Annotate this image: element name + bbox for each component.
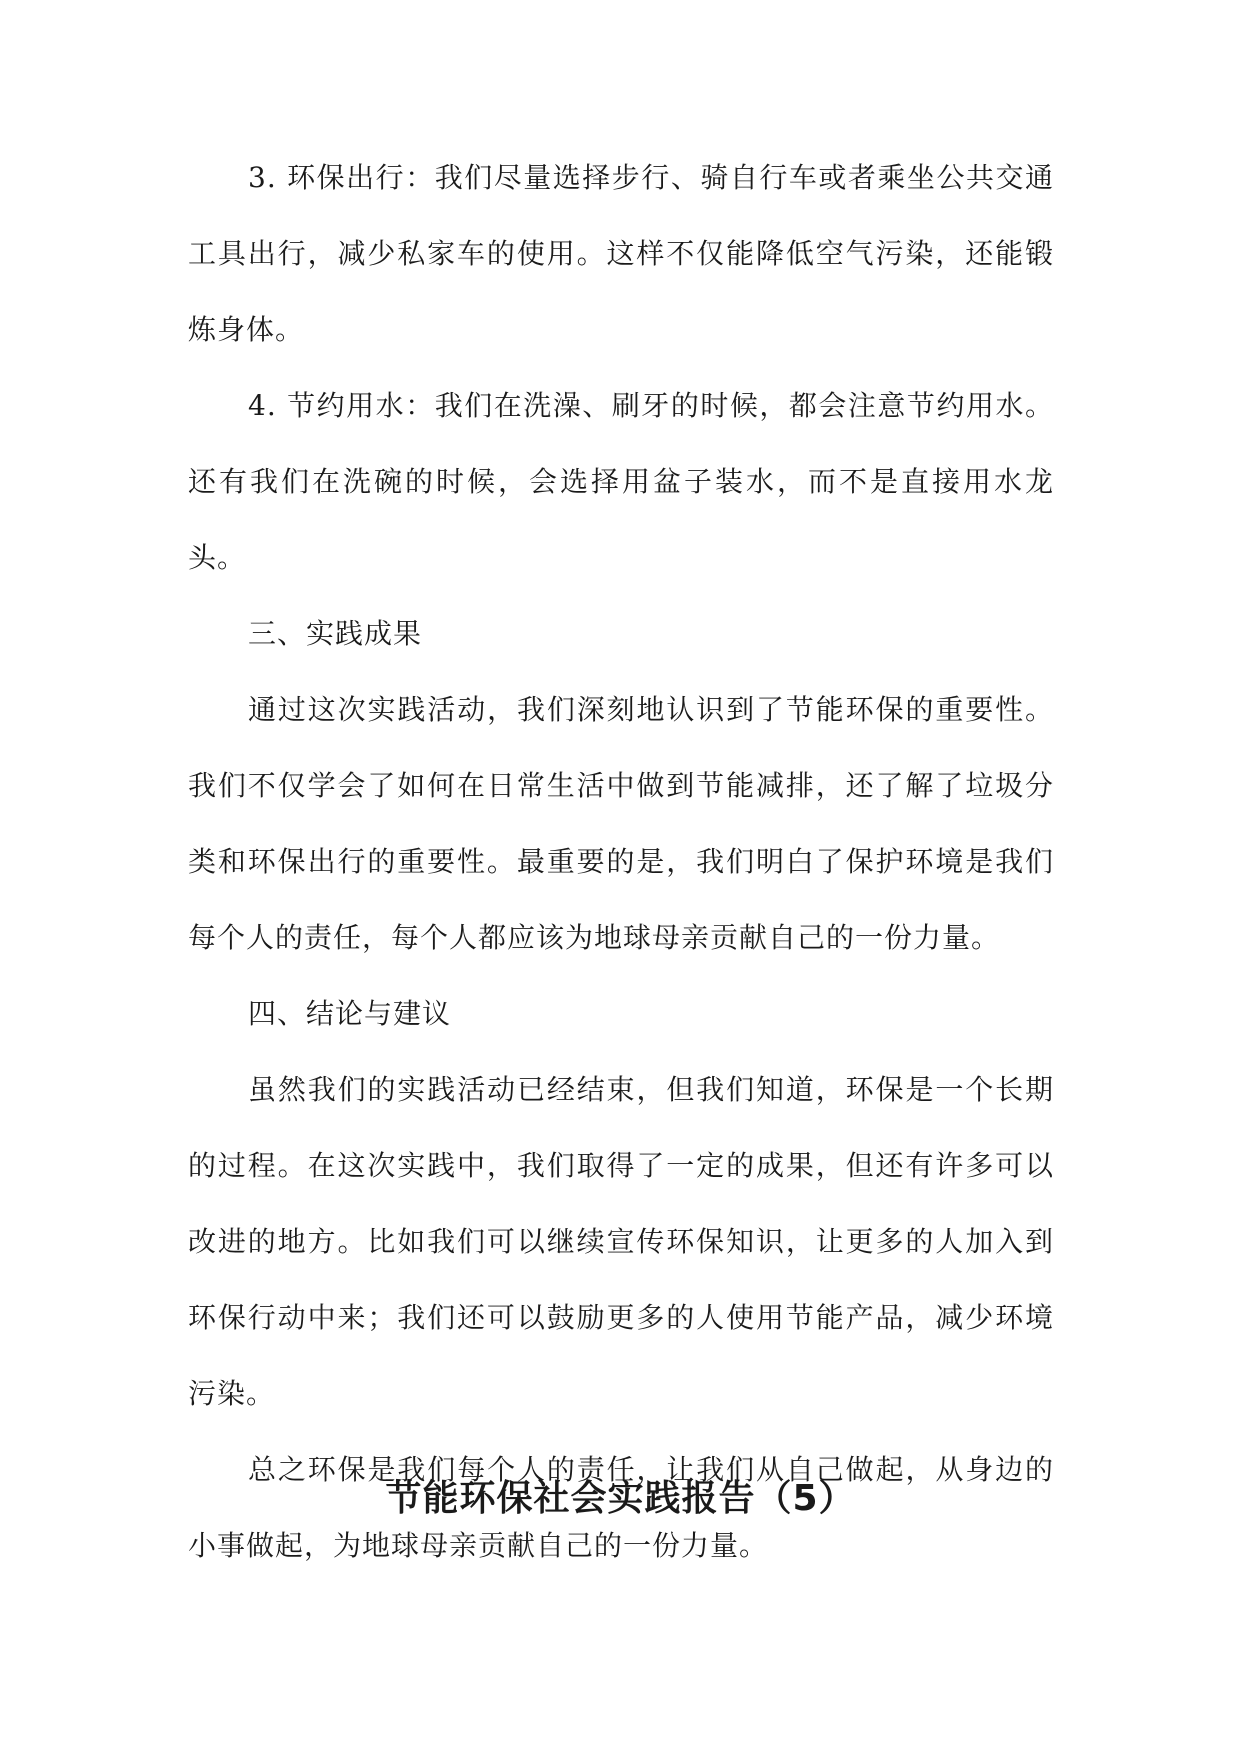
paragraph-summary: 总之环保是我们每个人的责任，让我们从自己做起，从身边的小事做起，为地球母亲贡献自己的一份力量。 bbox=[188, 1453, 1054, 1562]
next-report-title: 节能环保社会实践报告（5） bbox=[385, 1478, 856, 1519]
paragraph-conclusion: 虽然我们的实践活动已经结束，但我们知道，环保是一个长期的过程。在这次实践中，我们取得了一定的成果，但还有许多可以改进的地方。比如我们可以继续宣传环保知识，让更多的人加入到环保行动中来；我们还可以鼓励更多的人使用节能产品，减少环境污染。 bbox=[188, 1073, 1054, 1410]
section-heading-results: 三、实践成果 bbox=[248, 617, 423, 650]
paragraph-save-water: 4. 节约用水：我们在洗澡、刷牙的时候，都会注意节约用水。还有我们在洗碗的时候，会选择用盆子装水，而不是直接用水龙头。 bbox=[188, 389, 1054, 574]
paragraph-eco-travel: 3. 环保出行：我们尽量选择步行、骑自行车或者乘坐公共交通工具出行，减少私家车的使用。这样不仅能降低空气污染，还能锻炼身体。 bbox=[188, 161, 1054, 346]
paragraph-results: 通过这次实践活动，我们深刻地认识到了节能环保的重要性。我们不仅学会了如何在日常生活中做到节能减排，还了解了垃圾分类和环保出行的重要性。最重要的是，我们明白了保护环境是我们每个人的责任，每个人都应该为地球母亲贡献自己的一份力量。 bbox=[188, 693, 1054, 954]
section-heading-conclusion: 四、结论与建议 bbox=[248, 997, 452, 1030]
document-body bbox=[188, 140, 1054, 1584]
